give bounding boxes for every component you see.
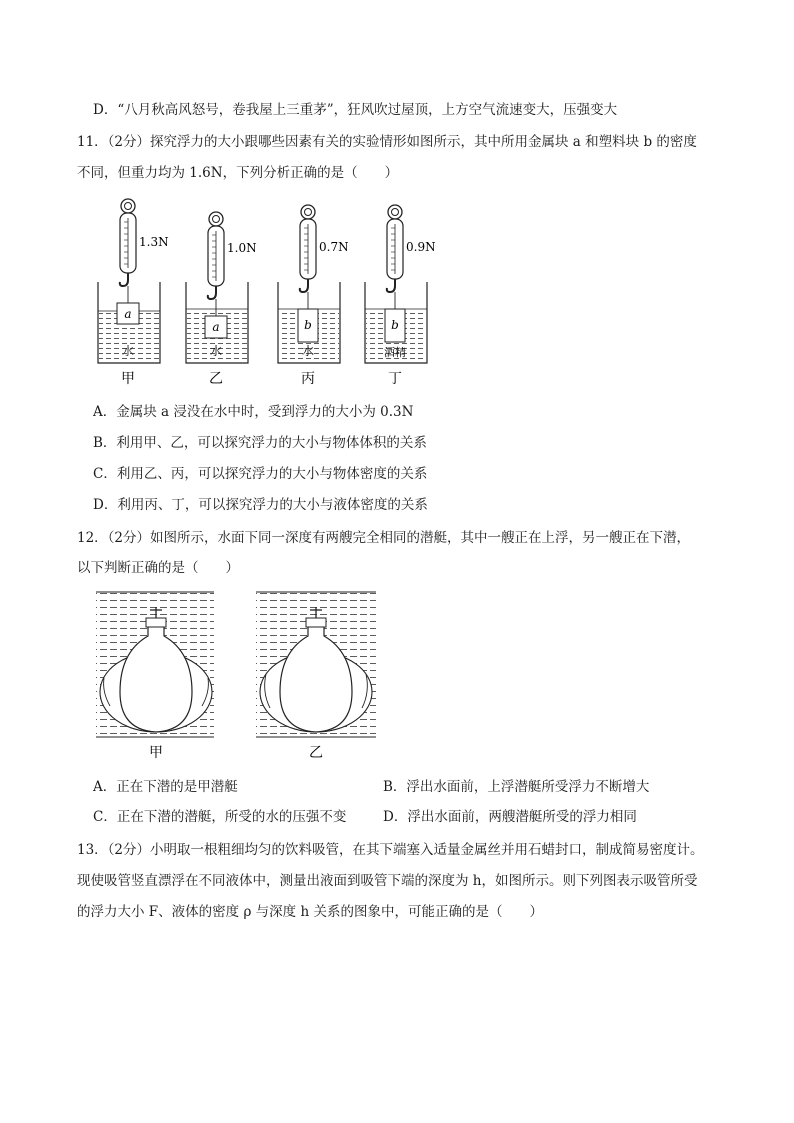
q12-stem-line2: 以下判断正确的是（ ） [77, 560, 239, 576]
q10-option-d: D．“八月秋高风怒号，卷我屋上三重茅”，狂风吹过屋顶，上方空气流速变大，压强变大 [93, 102, 618, 118]
q11-stem-line1: 11．（2分）探究浮力的大小跟哪些因素有关的实验情形如图所示，其中所用金属块 a 和塑料块 b 的密度 [77, 134, 697, 150]
scale-reading: 0.9N [406, 240, 436, 254]
caption: 甲 [149, 745, 163, 761]
q12-submarine-figure [90, 590, 390, 765]
caption: 丙 [301, 371, 315, 387]
q11-option-d: D．利用丙、丁，可以探究浮力的大小与液体密度的关系 [93, 497, 428, 513]
q13-stem-line1: 13．（2分）小明取一根粗细均匀的饮料吸管，在其下端塞入适量金属丝并用石蜡封口，制成简易密度计。 [77, 842, 704, 858]
submarine-yi [256, 592, 376, 761]
q11-option-b: B．利用甲、乙，可以探究浮力的大小与物体体积的关系 [93, 435, 427, 451]
setup-bing [278, 205, 349, 387]
q12-option-a: A．正在下潜的是甲潜艇 [93, 779, 238, 795]
q12-option-b: B．浮出水面前，上浮潜艇所受浮力不断增大 [383, 779, 650, 795]
q11-option-c: C．利用乙、丙，可以探究浮力的大小与物体密度的关系 [93, 466, 428, 482]
liquid-label: 水 [121, 344, 135, 358]
scale-reading: 1.0N [227, 241, 257, 255]
caption: 丁 [388, 371, 402, 387]
q11-stem-line2: 不同，但重力均为 1.6N，下列分析正确的是（ ） [77, 165, 399, 181]
caption: 乙 [209, 371, 223, 387]
setup-jia [98, 199, 169, 387]
liquid-label: 水 [301, 344, 315, 358]
block-label: b [391, 318, 399, 332]
caption: 乙 [309, 745, 323, 761]
q12-option-d: D．浮出水面前，两艘潜艇所受的浮力相同 [383, 809, 637, 825]
q12-stem-line1: 12．（2分）如图所示，水面下同一深度有两艘完全相同的潜艇，其中一艘正在上浮，另一艘正在下潜， [77, 530, 691, 546]
block-label: a [124, 307, 132, 321]
setup-yi [186, 212, 257, 387]
scale-reading: 0.7N [319, 240, 349, 254]
liquid-label: 水 [209, 344, 223, 358]
caption: 甲 [121, 371, 135, 387]
q13-stem-line3: 的浮力大小 F、液体的密度 ρ 与深度 h 关系的图象中，可能正确的是（ ） [77, 904, 543, 920]
submarine-jia [96, 592, 214, 761]
block-label: a [212, 320, 220, 334]
setup-ding [365, 205, 436, 387]
block-label: b [304, 318, 312, 332]
scale-reading: 1.3N [139, 235, 169, 249]
liquid-label: 酒精 [384, 346, 406, 359]
q11-buoyancy-figure [90, 196, 440, 396]
q13-stem-line2: 现使吸管竖直漂浮在不同液体中，测量出液面到吸管下端的深度为 h，如图所示。则下列图表示吸管所受 [77, 873, 698, 889]
q11-option-a: A．金属块 a 浸没在水中时，受到浮力的大小为 0.3N [93, 404, 414, 420]
q12-option-c: C．正在下潜的潜艇，所受的水的压强不变 [93, 809, 347, 825]
